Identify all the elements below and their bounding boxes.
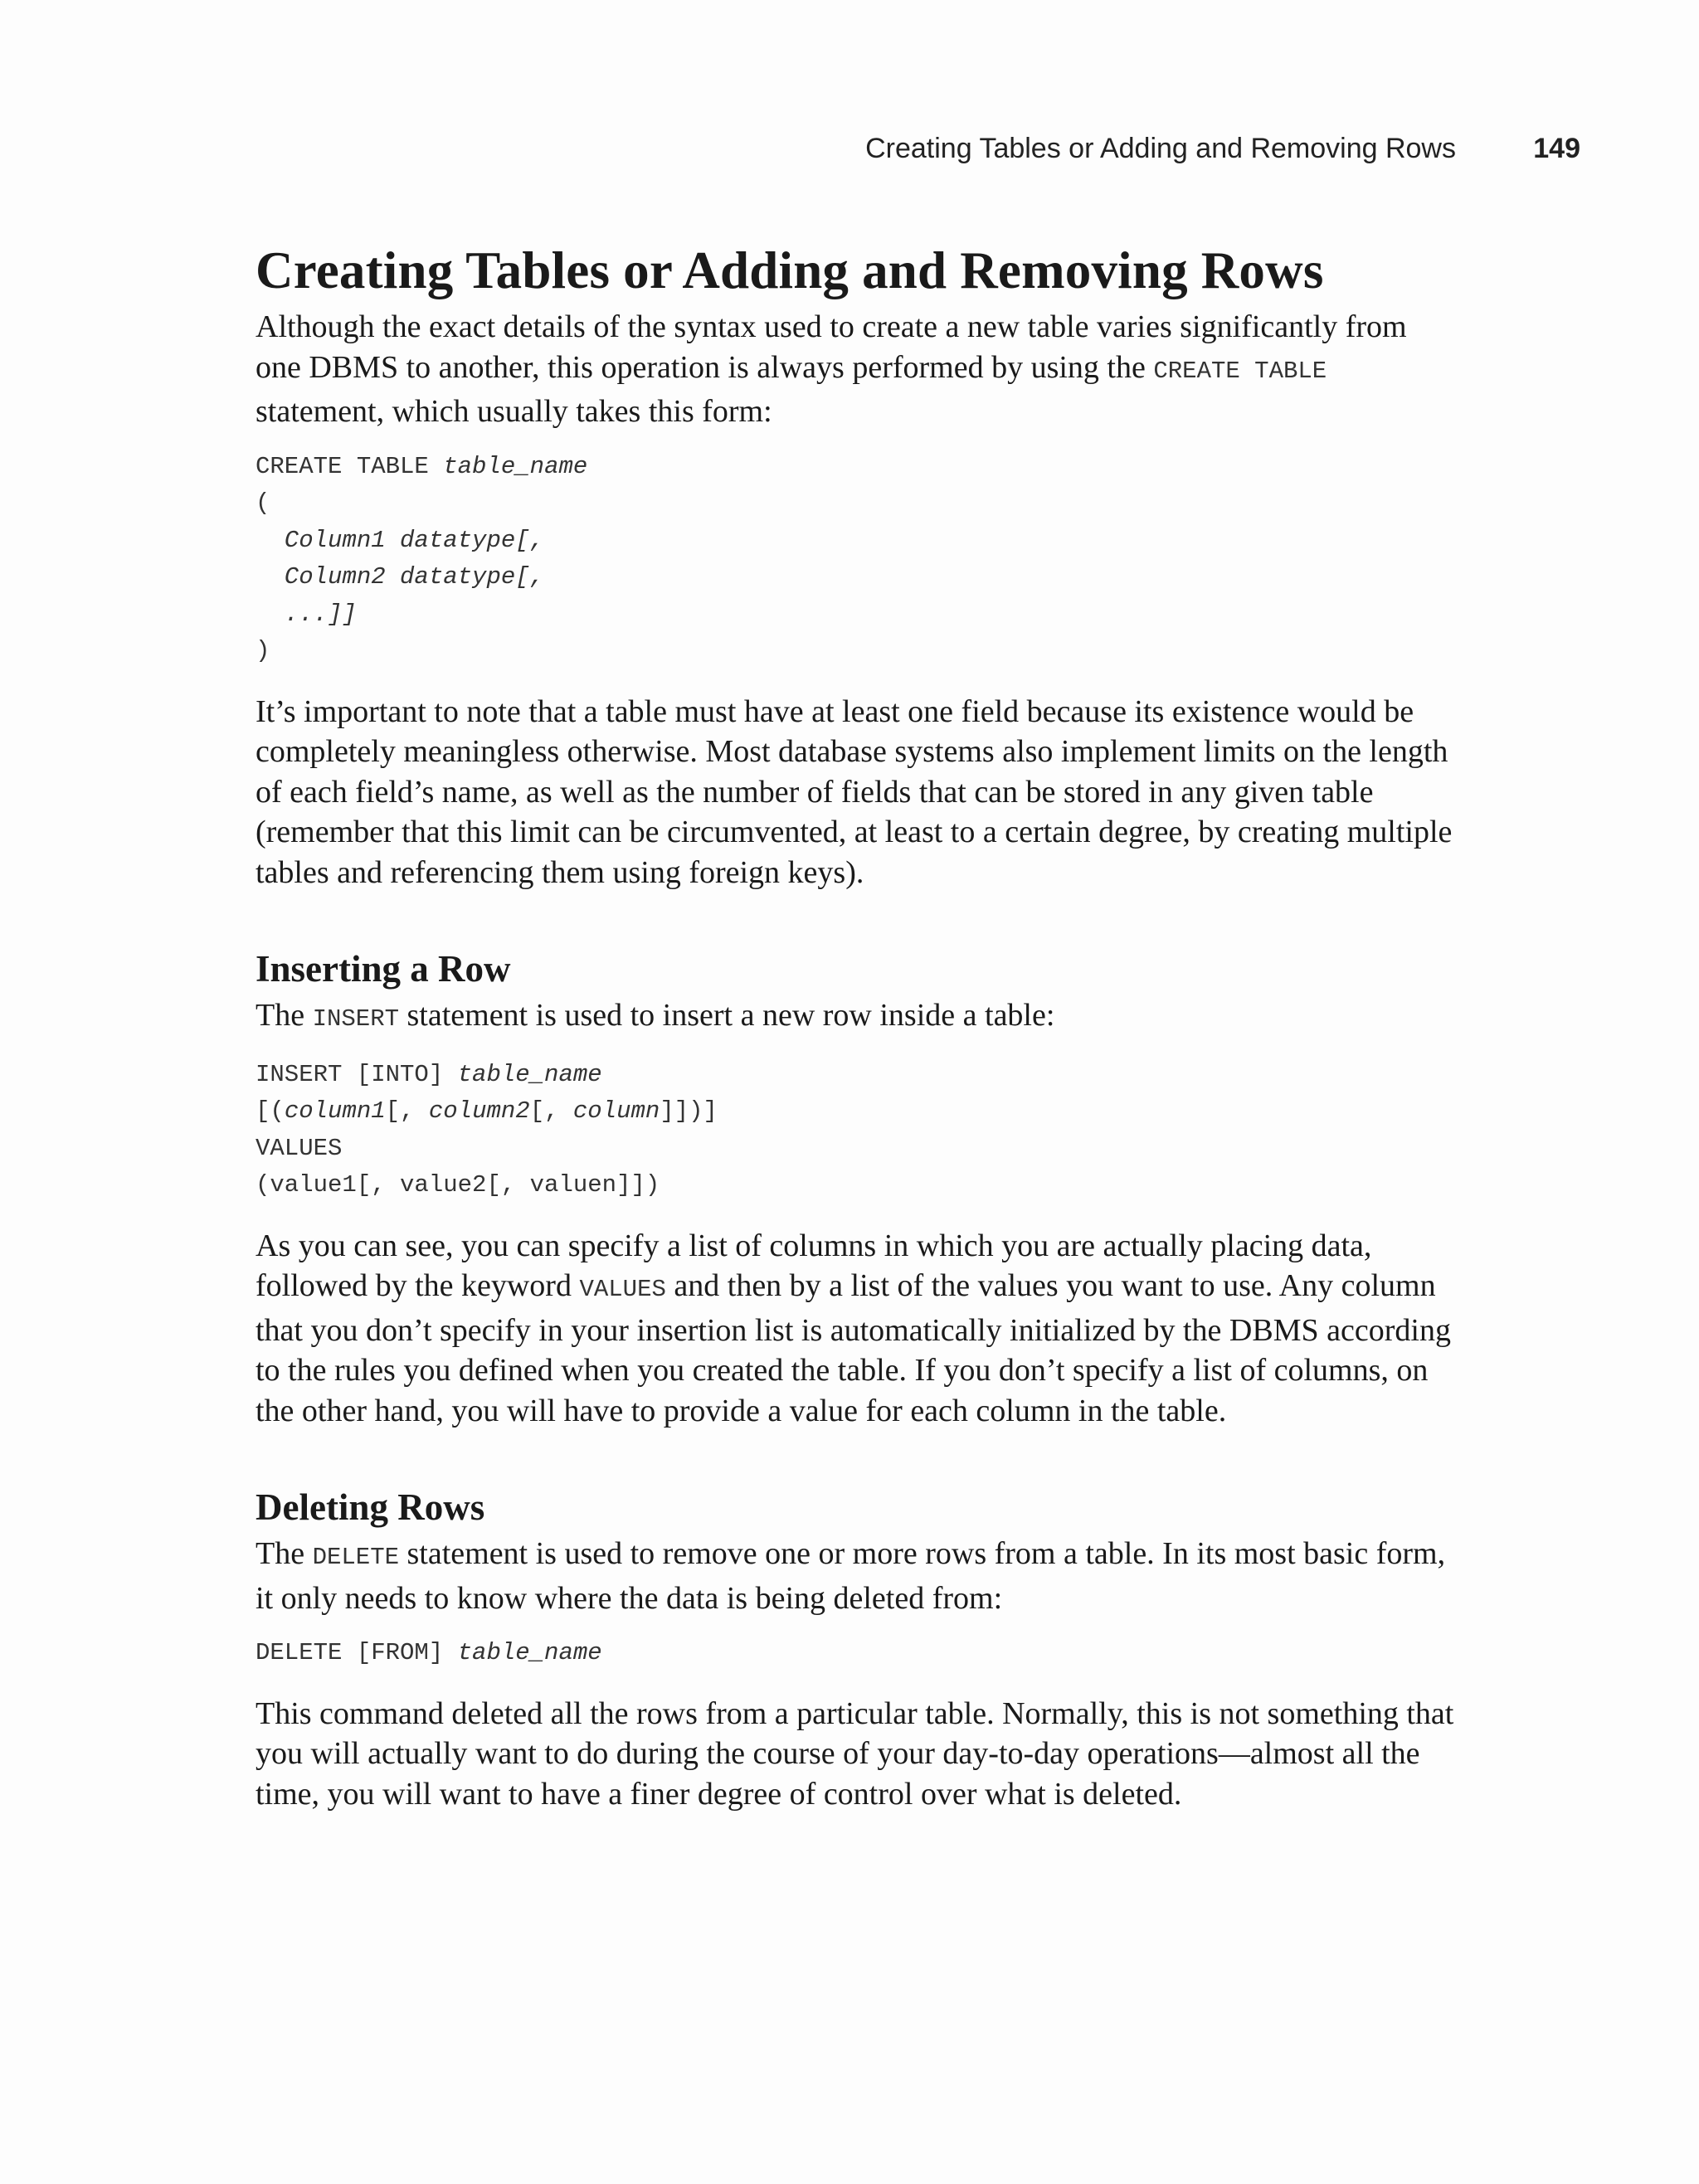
- code-line: ): [256, 637, 270, 664]
- insert-body-paragraph: [256, 1226, 1458, 1432]
- inline-code-insert: INSERT: [312, 1005, 399, 1033]
- inline-code-values: VALUES: [579, 1276, 666, 1303]
- subheading-deleting-rows: Deleting Rows: [256, 1486, 485, 1528]
- code-line: VALUES: [256, 1134, 343, 1162]
- code-fragment: [,: [385, 1097, 429, 1125]
- code-fragment: [(: [256, 1097, 285, 1125]
- create-table-code-block: [256, 449, 1458, 670]
- delete-intro-paragraph: [256, 1534, 1458, 1618]
- page-number: 149: [1533, 133, 1580, 164]
- code-placeholder: table_name: [443, 452, 588, 480]
- code-line: Column2 datatype[,: [256, 563, 545, 591]
- insert-body-text-1: As you can see, you can specify a list of columns in which you are actually placing data, followed by the keyword: [256, 1228, 1372, 1303]
- delete-intro-text-2: statement is used to remove one or more rows from a table. In its most basic form, it only needs to know where the data is being deleted from:: [256, 1536, 1446, 1616]
- delete-body-paragraph: This command deleted all the rows from a particular table. Normally, this is not something that you will actually want to do during the course of your day-to-day operations—almost all the time, you will want to have a finer degree of control over what is deleted.: [256, 1695, 1454, 1812]
- insert-intro-text-1: The: [256, 998, 313, 1033]
- delete-intro-text-1: The: [256, 1536, 313, 1571]
- intro-text-2: statement, which usually takes this form:: [256, 394, 772, 429]
- code-placeholder: table_name: [457, 1060, 602, 1088]
- insert-intro-text-2: statement is used to insert a new row inside a table:: [399, 998, 1055, 1033]
- intro-text-1: Although the exact details of the syntax used to create a new table varies significantly from one DBMS to another, this operation is always performed by using the: [256, 309, 1407, 385]
- code-placeholder: table_name: [457, 1639, 602, 1666]
- code-keyword: INSERT [INTO]: [256, 1060, 458, 1088]
- running-header-title: Creating Tables or Adding and Removing Rows: [865, 133, 1456, 164]
- code-placeholder: column1: [284, 1097, 386, 1125]
- code-fragment: ]])]: [660, 1097, 718, 1125]
- delete-code-block: [256, 1635, 1458, 1672]
- code-placeholder: column2: [428, 1097, 530, 1125]
- code-keyword: CREATE TABLE: [256, 452, 444, 480]
- code-placeholder: column: [572, 1097, 660, 1125]
- inline-code-delete: DELETE: [312, 1544, 399, 1571]
- subheading-inserting-a-row: Inserting a Row: [256, 948, 511, 990]
- inline-code-create-table: CREATE TABLE: [1153, 357, 1327, 385]
- note-paragraph: It’s important to note that a table must have at least one field because its existence would be completely meaningless otherwise. Most database systems also implement limits on the length of each field’s name, as well as the number of fields that can be stored in any given table (remember that this limit can be circumvented, at least to a certain degree, by creating multiple tables and referencing them using foreign keys).: [256, 693, 1453, 890]
- code-keyword: DELETE [FROM]: [256, 1639, 458, 1666]
- code-line: ...]]: [256, 600, 357, 628]
- insert-intro-paragraph: [256, 995, 1458, 1040]
- page-body: [256, 237, 1458, 1814]
- intro-paragraph: [256, 307, 1458, 432]
- code-fragment: [,: [529, 1097, 573, 1125]
- code-line: (: [256, 489, 270, 517]
- code-line: (value1[, value2[, valuen]]): [256, 1171, 660, 1199]
- insert-code-block: [256, 1057, 1458, 1204]
- running-header: [0, 133, 1580, 169]
- insert-body-text-2: and then by a list of the values you want to use. Any column that you don’t specify in your insertion list is automatically initialized by the DBMS according to the rules you defined when you created the table. If you don’t specify a list of columns, on the other hand, you will have to provide a value for each column in the table.: [256, 1268, 1451, 1428]
- section-heading: Creating Tables or Adding and Removing Rows: [256, 241, 1324, 299]
- code-line: Column1 datatype[,: [256, 526, 545, 554]
